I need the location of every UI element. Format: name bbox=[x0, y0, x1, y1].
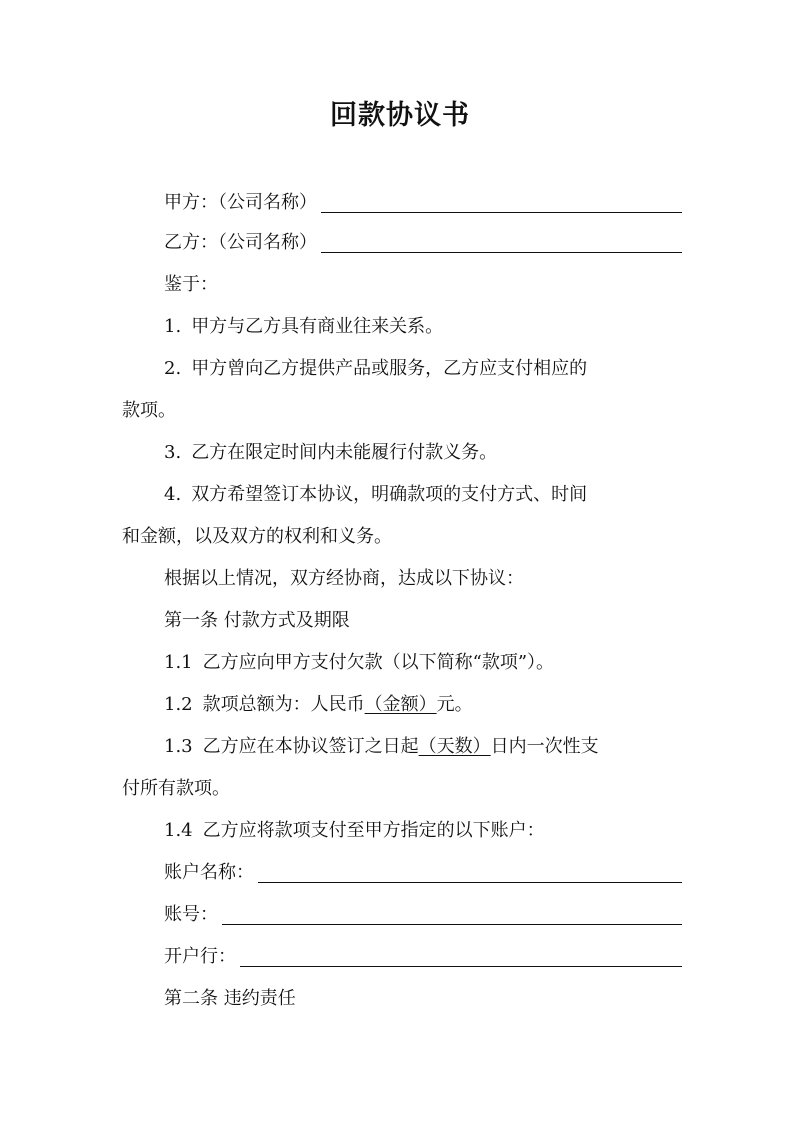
recital-3-number: 3. bbox=[164, 442, 182, 463]
recital-4-text-line2: 和金额，以及双方的权利和义务。 bbox=[122, 526, 392, 547]
account-number-label: 账号： bbox=[164, 904, 218, 925]
account-number-line bbox=[164, 900, 682, 930]
clause-1-3 bbox=[164, 732, 682, 762]
recital-1 bbox=[164, 312, 682, 342]
clause-1-2-pre: 款项总额为：人民币 bbox=[202, 694, 365, 715]
party-b-blank bbox=[321, 230, 682, 253]
recital-4-text-line1: 双方希望签订本协议，明确款项的支付方式、时间 bbox=[191, 484, 588, 505]
article-1-title: 第一条 付款方式及期限 bbox=[164, 610, 350, 631]
recital-1-text: 甲方与乙方具有商业往来关系。 bbox=[191, 316, 444, 337]
recital-4-number: 4. bbox=[164, 484, 182, 505]
account-name-line bbox=[164, 858, 682, 888]
clause-1-2 bbox=[164, 690, 682, 720]
clause-1-1-number: 1.1 bbox=[164, 652, 193, 673]
bank-blank bbox=[240, 944, 682, 967]
recital-3-text: 乙方在限定时间内未能履行付款义务。 bbox=[191, 442, 498, 463]
recital-4 bbox=[164, 480, 682, 510]
clause-1-3-number: 1.3 bbox=[164, 736, 193, 757]
article-2-title: 第二条 违约责任 bbox=[164, 988, 296, 1009]
party-b-label: 乙方：（公司名称） bbox=[164, 232, 317, 253]
recital-3 bbox=[164, 438, 682, 468]
agreement-intro: 根据以上情况，双方经协商，达成以下协议： bbox=[164, 568, 524, 589]
party-a-line bbox=[164, 188, 682, 218]
clause-1-2-post: 元。 bbox=[436, 694, 473, 715]
party-a-label: 甲方：（公司名称） bbox=[164, 192, 317, 213]
bank-label: 开户行： bbox=[164, 946, 236, 967]
clause-1-1 bbox=[164, 648, 682, 678]
recital-2-text-line2: 款项。 bbox=[122, 400, 176, 421]
clause-1-2-number: 1.2 bbox=[164, 694, 193, 715]
document-title: 回款协议书 bbox=[330, 100, 470, 131]
account-name-blank bbox=[258, 860, 682, 883]
clause-1-1-text: 乙方应向甲方支付欠款（以下简称“款项”）。 bbox=[202, 652, 555, 673]
clause-1-4 bbox=[164, 816, 682, 846]
clause-1-3-post: 日内一次性支 bbox=[490, 736, 599, 757]
clause-1-4-number: 1.4 bbox=[164, 820, 193, 841]
days-blank: （天数） bbox=[418, 736, 491, 757]
clause-1-4-text: 乙方应将款项支付至甲方指定的以下账户： bbox=[202, 820, 545, 841]
amount-blank: （金额） bbox=[364, 694, 437, 715]
party-b-line bbox=[164, 228, 682, 258]
recital-2-text-line1: 甲方曾向乙方提供产品或服务，乙方应支付相应的 bbox=[191, 358, 588, 379]
recital-2 bbox=[164, 354, 682, 384]
party-a-blank bbox=[321, 190, 682, 213]
account-name-label: 账户名称： bbox=[164, 862, 254, 883]
whereas-heading: 鉴于： bbox=[164, 274, 218, 295]
bank-line bbox=[164, 942, 682, 972]
clause-1-3-pre: 乙方应在本协议签订之日起 bbox=[202, 736, 419, 757]
recital-1-number: 1. bbox=[164, 316, 182, 337]
recital-2-number: 2. bbox=[164, 358, 182, 379]
clause-1-3-line2: 付所有款项。 bbox=[122, 778, 230, 799]
account-number-blank bbox=[222, 902, 682, 925]
